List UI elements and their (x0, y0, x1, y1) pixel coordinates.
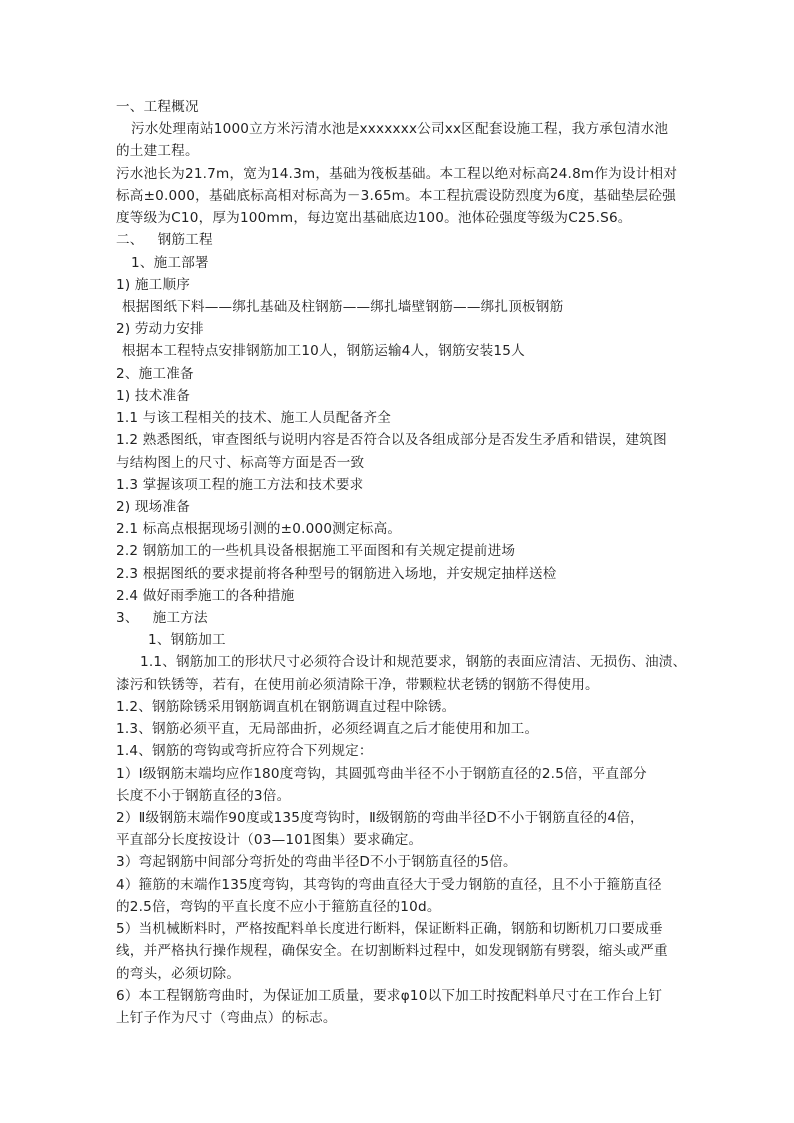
document-body (116, 96, 686, 1029)
list-item: 1）Ⅰ级钢筋末端均应作180度弯钩，其圆弧弯曲半径不小于钢筋直径的2.5倍，平直部分 (116, 765, 647, 782)
list-item: 上钉子作为尺寸（弯曲点）的标志。 (116, 1009, 337, 1026)
item-heading: 2) 现场准备 (116, 498, 191, 515)
subsection-heading: 1、施工部署 (131, 254, 209, 271)
list-item: 漆污和铁锈等，若有，在使用前必须清除干净，带颗粒状老锈的钢筋不得使用。 (116, 676, 599, 693)
list-item: 6）本工程钢筋弯曲时，为保证加工质量，要求φ10以下加工时按配料单尺寸在工作台上钉 (116, 987, 663, 1004)
paragraph-line: 污水处理南站1000立方米污清水池是xxxxxxx公司xx区配套设施工程，我方承包清水池 (131, 121, 669, 138)
section-title: 钢筋工程 (157, 232, 213, 249)
list-item: 1.3 掌握该项工程的施工方法和技术要求 (116, 476, 364, 493)
item-heading: 1) 施工顺序 (116, 276, 191, 293)
subsection-number: 3、 (116, 610, 139, 627)
list-item: 2.3 根据图纸的要求提前将各种型号的钢筋进入场地，并安规定抽样送检 (116, 565, 557, 582)
list-item: 长度不小于钢筋直径的3倍。 (116, 787, 291, 804)
subsection-heading (116, 607, 686, 629)
section-heading: 一、工程概况 (116, 99, 199, 115)
item-heading: 1、钢筋加工 (148, 632, 226, 649)
list-item: 4）箍筋的末端作135度弯钩，其弯钩的弯曲直径大于受力钢筋的直径，且不小于箍筋直径 (116, 876, 662, 893)
list-item: 2.4 做好雨季施工的各种措施 (116, 587, 295, 604)
list-item: 3）弯起钢筋中间部分弯折处的弯曲半径D不小于钢筋直径的5倍。 (116, 854, 517, 871)
list-item: 1.2、钢筋除锈采用钢筋调直机在钢筋调直过程中除锈。 (116, 698, 456, 715)
list-item: 平直部分长度按设计（03—101图集）要求确定。 (116, 832, 423, 849)
paragraph-line: 标高±0.000，基础底标高相对标高为－3.65m。本工程抗震设防烈度为6度，基础垫层砼强 (116, 187, 677, 204)
list-item: 1.1 与该工程相关的技术、施工人员配备齐全 (116, 410, 392, 427)
list-item: 的弯头，必须切除。 (116, 965, 241, 982)
paragraph-line: 根据本工程特点安排钢筋加工10人，钢筋运输4人，钢筋安装15人 (122, 343, 525, 360)
list-item: 1.4、钢筋的弯钩或弯折应符合下列规定： (116, 743, 373, 760)
paragraph-line: 度等级为C10，厚为100mm，每边宽出基础底边100。池体砼强度等级为C25.S6。 (116, 210, 632, 227)
item-heading: 2) 劳动力安排 (116, 321, 204, 338)
list-item: 2.2 钢筋加工的一些机具设备根据施工平面图和有关规定提前进场 (116, 543, 516, 560)
list-item: 1.3、钢筋必须平直，无局部曲折，必须经调直之后才能使用和加工。 (116, 721, 539, 738)
section-heading (116, 229, 686, 251)
list-item: 线，并严格执行操作规程，确保安全。在切割断料过程中，如发现钢筋有劈裂，缩头或严重 (116, 943, 668, 960)
list-item: 与结构图上的尺寸、标高等方面是否一致 (116, 454, 365, 471)
list-item: 5）当机械断料时，严格按配料单长度进行断料，保证断料正确，钢筋和切断机刀口要成垂 (116, 921, 663, 938)
subsection-title: 施工方法 (152, 610, 208, 627)
list-item: 2）Ⅱ级钢筋末端作90度或135度弯钩时，Ⅱ级钢筋的弯曲半径D不小于钢筋直径的4倍， (116, 810, 644, 826)
paragraph-line: 的土建工程。 (116, 143, 199, 160)
list-item: 1.2 熟悉图纸，审查图纸与说明内容是否符合以及各组成部分是否发生矛盾和错误，建筑图 (116, 432, 667, 449)
paragraph-line: 污水池长为21.7m，宽为14.3m，基础为筏板基础。本工程以绝对标高24.8m作为设计相对 (116, 165, 678, 182)
section-number: 二、 (116, 232, 144, 249)
paragraph-line: 根据图纸下料——绑扎基础及柱钢筋——绑扎墙壁钢筋——绑扎顶板钢筋 (122, 298, 564, 315)
list-item: 的2.5倍，弯钩的平直长度不应小于箍筋直径的10d。 (116, 898, 441, 915)
list-item: 1.1、钢筋加工的形状尺寸必须符合设计和规范要求，钢筋的表面应清洁、无损伤、油渍、 (140, 654, 687, 671)
subsection-heading: 2、施工准备 (116, 365, 194, 382)
item-heading: 1) 技术准备 (116, 387, 191, 404)
list-item: 2.1 标高点根据现场引测的±0.000测定标高。 (116, 521, 402, 538)
